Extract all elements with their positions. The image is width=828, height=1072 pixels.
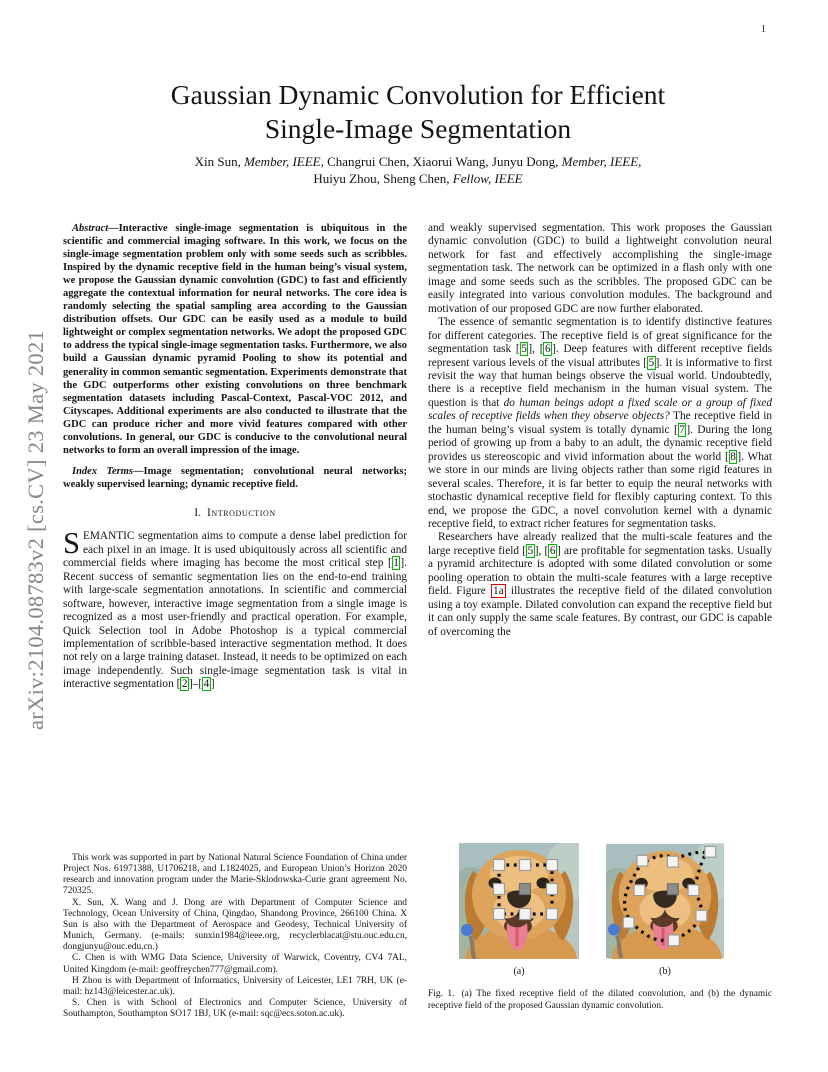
citation-link[interactable]: 7	[679, 423, 685, 436]
abstract-paragraph: Abstract—Interactive single-image segmentation is ubiquitous in the scientific and commercial imaging software. In this work, we focus on the single-image segmentation problem only with some seeds such as scribbles. Inspired by the dynamic receptive field in the human being’s visual system, we propose the Gaussian dynamic convolution (GDC) to fast and efficiently aggregate the contextual information for neural networks. The core idea is randomly selecting the spatial sampling area according to the Gaussian distribution offsets. Our GDC can be easily used as a module to build lightweight or complex segmentation networks. We adopt the proposed GDC to address the typical single-image segmentation tasks. Furthermore, we also build a Gaussian dynamic pyramid Pooling to show its potential and generality in common semantic segmentation. Experiments demonstrate that the GDC outperforms other existing convolutions on three benchmark segmentation datasets including Pascal-Context, Pascal-VOC 2012, and Cityscapes. Additional experiments are also conducted to illustrate that the GDC can produce richer and more vivid features compared with other convolutions. In general, our GDC is conducive to the convolutional neural networks to form an overall impression of the image.	[63, 223, 407, 456]
figure-1-images	[459, 843, 772, 959]
figure-reference-link[interactable]: 1a	[491, 584, 507, 598]
italic-text: Member, IEEE,	[561, 154, 642, 169]
body-paragraph-continuation: and weakly supervised segmentation. This work proposes the Gaussian dynamic convolution (GDC) to build a lightweight convolution neural network for fast and effectively accomplishing the single-image segmentation task. The network can be optimized in a flash only with one image and some seeds such as the scribbles. The proposed GDC can be easily integrated into various convolution modules. The background and motivation of our proposed GDC are now further elaborated.	[428, 222, 772, 315]
citation-link[interactable]: 4	[203, 678, 210, 691]
drop-cap: S	[63, 526, 80, 561]
citation-link[interactable]: 6	[549, 544, 556, 557]
figure-1	[428, 843, 772, 1022]
right-column	[428, 222, 772, 1022]
citation-link[interactable]: 5	[521, 343, 527, 356]
body-paragraph-researchers: Researchers have already realized that the multi-scale features and the large receptive field [ 5 ], [ 6 ] are profitable for segmentation tasks. Usually a pyramid architecture is adopted with some dilated convolution or some pooling operation to obtain the multi-scale features with a large receptive field. Figure 1a illustrates the receptive field of the dilated convolution using a toy example. Dilated convolution can expand the receptive field but it can only supply the same scale features. By contrast, our GDC is capable of overcoming the	[428, 531, 773, 638]
left-column	[63, 222, 407, 1022]
figure-1b-label: (b)	[659, 966, 671, 977]
italic-text: Fellow, IEEE	[452, 171, 523, 186]
citation-link[interactable]: 1	[393, 557, 399, 570]
citation-link[interactable]: 2	[181, 678, 188, 691]
index-terms: Index Terms—Image segmentation; convolutional neural networks; weakly supervised learning; dynamic receptive field.	[63, 465, 407, 490]
section-number: I.	[194, 506, 201, 519]
author-line-1: Xin Sun, Member, IEEE, Changrui Chen, Xiaorui Wang, Junyu Dong, Member, IEEE,	[194, 154, 642, 169]
section-title: Introduction	[206, 506, 276, 519]
paragraph-lead: Abstract	[72, 223, 109, 234]
citation-link[interactable]: 5	[648, 356, 655, 369]
dog-photo-a	[459, 843, 579, 959]
receptive-field-overlay-fixed	[494, 860, 558, 920]
footnote-funding: This work was supported in part by National Natural Science Foundation of China under Project Nos. 61971388, U1706218, and L1824025, and European Union’s Horizon 2020 research and innovation program under the Marie-Sklodowska-Curie grant agreement No. 720325.	[63, 853, 407, 897]
footnote-affiliation-zhou: H Zhou is with Department of Informatics, University of Leicester, LE1 7RH, UK (e-mail: hz143@leicester.ac.uk).	[63, 975, 407, 997]
author-block	[64, 153, 772, 187]
footnote-affiliation-chen-s: S. Chen is with School of Electronics and Computer Science, University of Southampton, Southampton SO17 1BJ, UK (e-mail: sqc@ecs.soton.ac.uk).	[63, 998, 407, 1020]
section-heading-introduction	[63, 507, 407, 520]
figure-1-caption-label: Fig. 1.	[428, 989, 455, 1000]
footnote-block	[63, 853, 407, 1020]
figure-1-caption-text: (a) The fixed receptive field of the dilated convolution, and (b) the dynamic receptive field of the proposed Gaussian dynamic convolution.	[428, 989, 772, 1012]
intro-paragraph-1: SEMANTIC segmentation aims to compute a dense label prediction for each pixel in an image. It is used ubiquitously across all scientific and commercial fields where imaging has become the most critical step [ 1 ]. Recent success of semantic segmentation lies on the end-to-end training with large-scale segmentation annotations. In scientific and commercial software, however, interactive image segmentation from a single image is recognized as a most user-friendly and practical operation. For example, Quick Selection tool in Adobe Photoshop is a typical commercial implementation of scribble-based interactive segmentation method. It does not rely on a large training dataset. Instead, it needs to be optimized on each image independently. Such single-image segmentation task is vital in interactive segmentation [ 2 ]–[ 4 ]	[63, 526, 407, 691]
body-paragraph-essence: The essence of semantic segmentation is to identify distinctive features for different categories. The receptive field is of great significance for the segmentation task [ 5 ], [ 6 ]. Deep features with different receptive fields represent various levels of the visual attributes [ 5 ]. It is informative to first revisit the way that human beings observe the visual world. Undoubtedly, there is a receptive field mechanism in the human visual system. The question is that do human beings adopt a fixed scale or a group of fixed scales of receptive fields when they observe objects? The receptive field in the human being’s visual system is totally dynamic [ 7 ]. During the long period of growing up from a baby to an adult, the dynamic receptive field provides us stereoscopic and vivid information about the world [ 8 ]. What we store in our minds are living objects rather than some rigid features in several scales. Therefore, it is far better to equip the neural networks with stochastic dynamical receptive field for flexibly capturing context. To this end, we propose the GDC, a novel convolution kernel with a dynamic receptive field, to extract richer features for segmentation tasks.	[428, 316, 772, 530]
page-number: 1	[760, 24, 766, 35]
italic-text: Member, IEEE,	[244, 154, 324, 169]
author-line-2: Huiyu Zhou, Sheng Chen, Fellow, IEEE	[313, 171, 523, 186]
figure-1a-label: (a)	[513, 966, 525, 977]
paper-title-line-1: Gaussian Dynamic Convolution for Efficient	[170, 79, 666, 110]
figure-1-sublabels	[459, 965, 772, 978]
citation-link[interactable]: 6	[544, 343, 551, 356]
figure-1-caption	[428, 989, 772, 1012]
footnote-affiliation-chen-c: C. Chen is with WMG Data Science, University of Warwick, Coventry, CV4 7AL, United Kingdom (e-mail: geoffreychen777@gmail.com).	[63, 953, 407, 975]
citation-link[interactable]: 5	[527, 544, 534, 557]
footnote-affiliation-sun: X. Sun, X. Wang and J. Dong are with Department of Computer Science and Technology, Ocean University of China, Qingdao, Shandong Province, 266100 China. X Sun is also with the Department of Aerospace and Geodesy, Technical University of Munich, Germany. (e-mails: sunxin1984@ieee.org, recyclerblacat@stu.ouc.edu.cn, dongjunyu@ouc.edu.cn.)	[63, 897, 407, 953]
citation-link[interactable]: 8	[730, 450, 736, 463]
italic-text: do human beings adopt a fixed scale or a group of fixed scales of receptive fields when they observe objects?	[428, 396, 772, 423]
paragraph-lead: Index Terms	[72, 465, 133, 477]
dog-photo-b	[606, 843, 724, 959]
arxiv-watermark: arXiv:2104.08783v2 [cs.CV] 23 May 2021	[23, 329, 48, 731]
paper-title-line-2: Single-Image Segmentation	[264, 113, 572, 144]
paper-title	[64, 78, 772, 146]
